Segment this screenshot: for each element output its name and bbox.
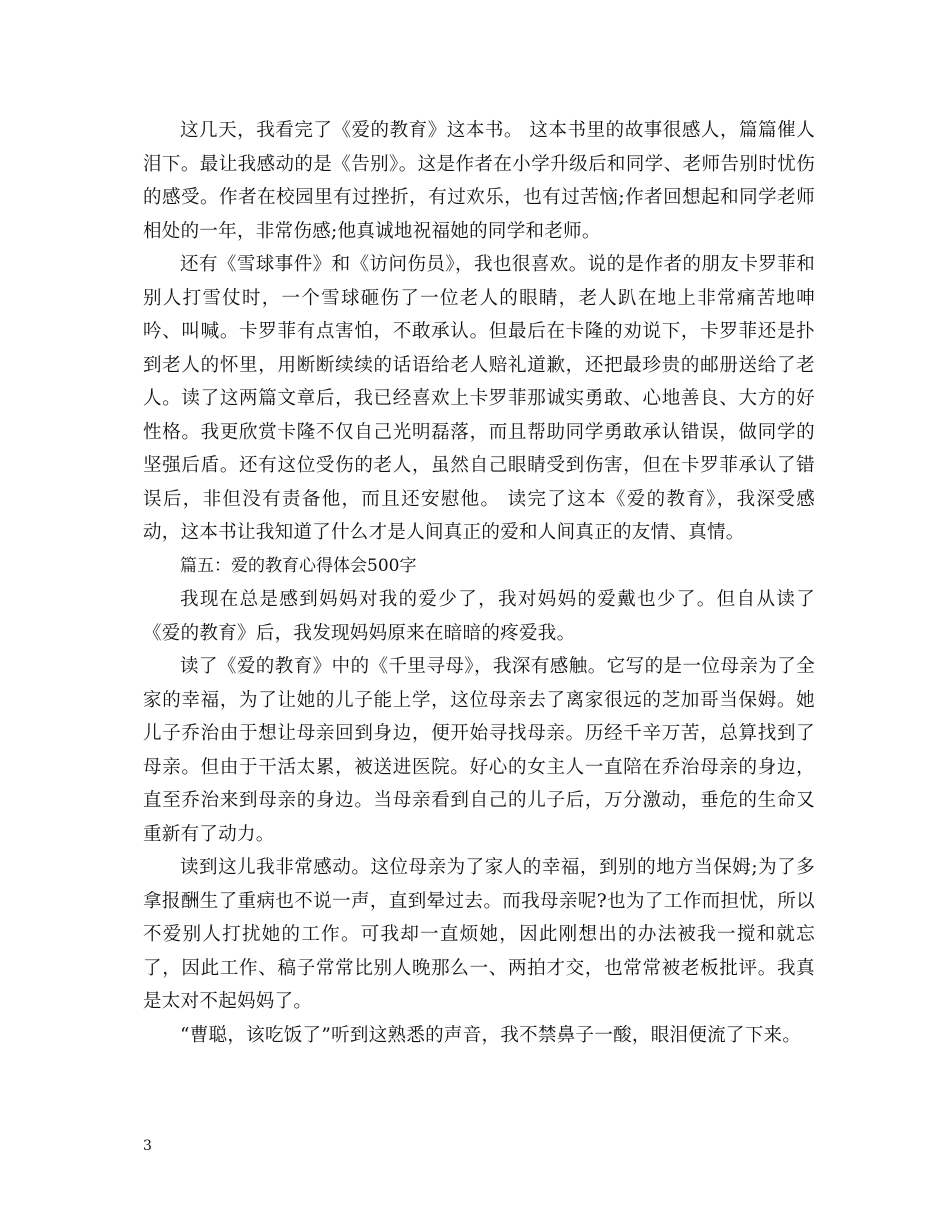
- document-body: [143, 114, 815, 1052]
- page-number: 3: [143, 1138, 152, 1154]
- paragraph: 这几天，我看完了《爱的教育》这本书。 这本书里的故事很感人，篇篇催人泪下。最让我感动的是《告别》。这是作者在小学升级后和同学、老师告别时忧伤的感受。作者在校园里有过挫折，有过欢乐，也有过苦恼;作者回想起和同学老师相处的一年，非常伤感;他真诚地祝福她的同学和老师。: [143, 120, 815, 242]
- paragraph: 读了《爱的教育》中的《千里寻母》，我深有感触。它写的是一位母亲为了全家的幸福，为了让她的儿子能上学，这位母亲去了离家很远的芝加哥当保姆。她儿子乔治由于想让母亲回到身边，便开始寻找母亲。历经千辛万苦，总算找到了母亲。但由于干活太累，被送进医院。好心的女主人一直陪在乔治母亲的身边，直至乔治来到母亲的身边。当母亲看到自己的儿子后，万分激动，垂危的生命又重新有了动力。: [143, 656, 815, 845]
- paragraph: “曹聪，该吃饭了”听到这熟悉的声音，我不禁鼻子一酸，眼泪便流了下来。: [180, 1024, 802, 1046]
- paragraph: 还有《雪球事件》和《访问伤员》，我也很喜欢。说的是作者的朋友卡罗菲和别人打雪仗时，一个雪球砸伤了一位老人的眼睛，老人趴在地上非常痛苦地呻吟、叫喊。卡罗菲有点害怕，不敢承认。但最后在卡隆的劝说下，卡罗菲还是扑到老人的怀里，用断断续续的话语给老人赔礼道歉，还把最珍贵的邮册送给了老人。读了这两篇文章后，我已经喜欢上卡罗菲那诚实勇敢、心地善良、大方的好性格。我更欣赏卡隆不仅自己光明磊落，而且帮助同学勇敢承认错误，做同学的坚强后盾。还有这位受伤的老人，虽然自己眼睛受到伤害，但在卡罗菲承认了错误后，非但没有责备他，而且还安慰他。 读完了这本《爱的教育》，我深受感动，这本书让我知道了什么才是人间真正的爱和人间真正的友情、真情。: [143, 254, 815, 543]
- section-heading: 篇五：爱的教育心得体会500字: [180, 555, 417, 576]
- paragraph: 我现在总是感到妈妈对我的爱少了，我对妈妈的爱戴也少了。但自从读了《爱的教育》后，我发现妈妈原来在暗暗的疼爱我。: [143, 589, 815, 644]
- paragraph: 读到这儿我非常感动。这位母亲为了家人的幸福，到别的地方当保姆;为了多拿报酬生了重病也不说一声，直到晕过去。而我母亲呢?也为了工作而担忧，所以不爱别人打扰她的工作。可我却一直烦她，因此刚想出的办法被我一搅和就忘了，因此工作、稿子常常比别人晚那么一、两拍才交，也常常被老板批评。我真是太对不起妈妈了。: [143, 857, 815, 1012]
